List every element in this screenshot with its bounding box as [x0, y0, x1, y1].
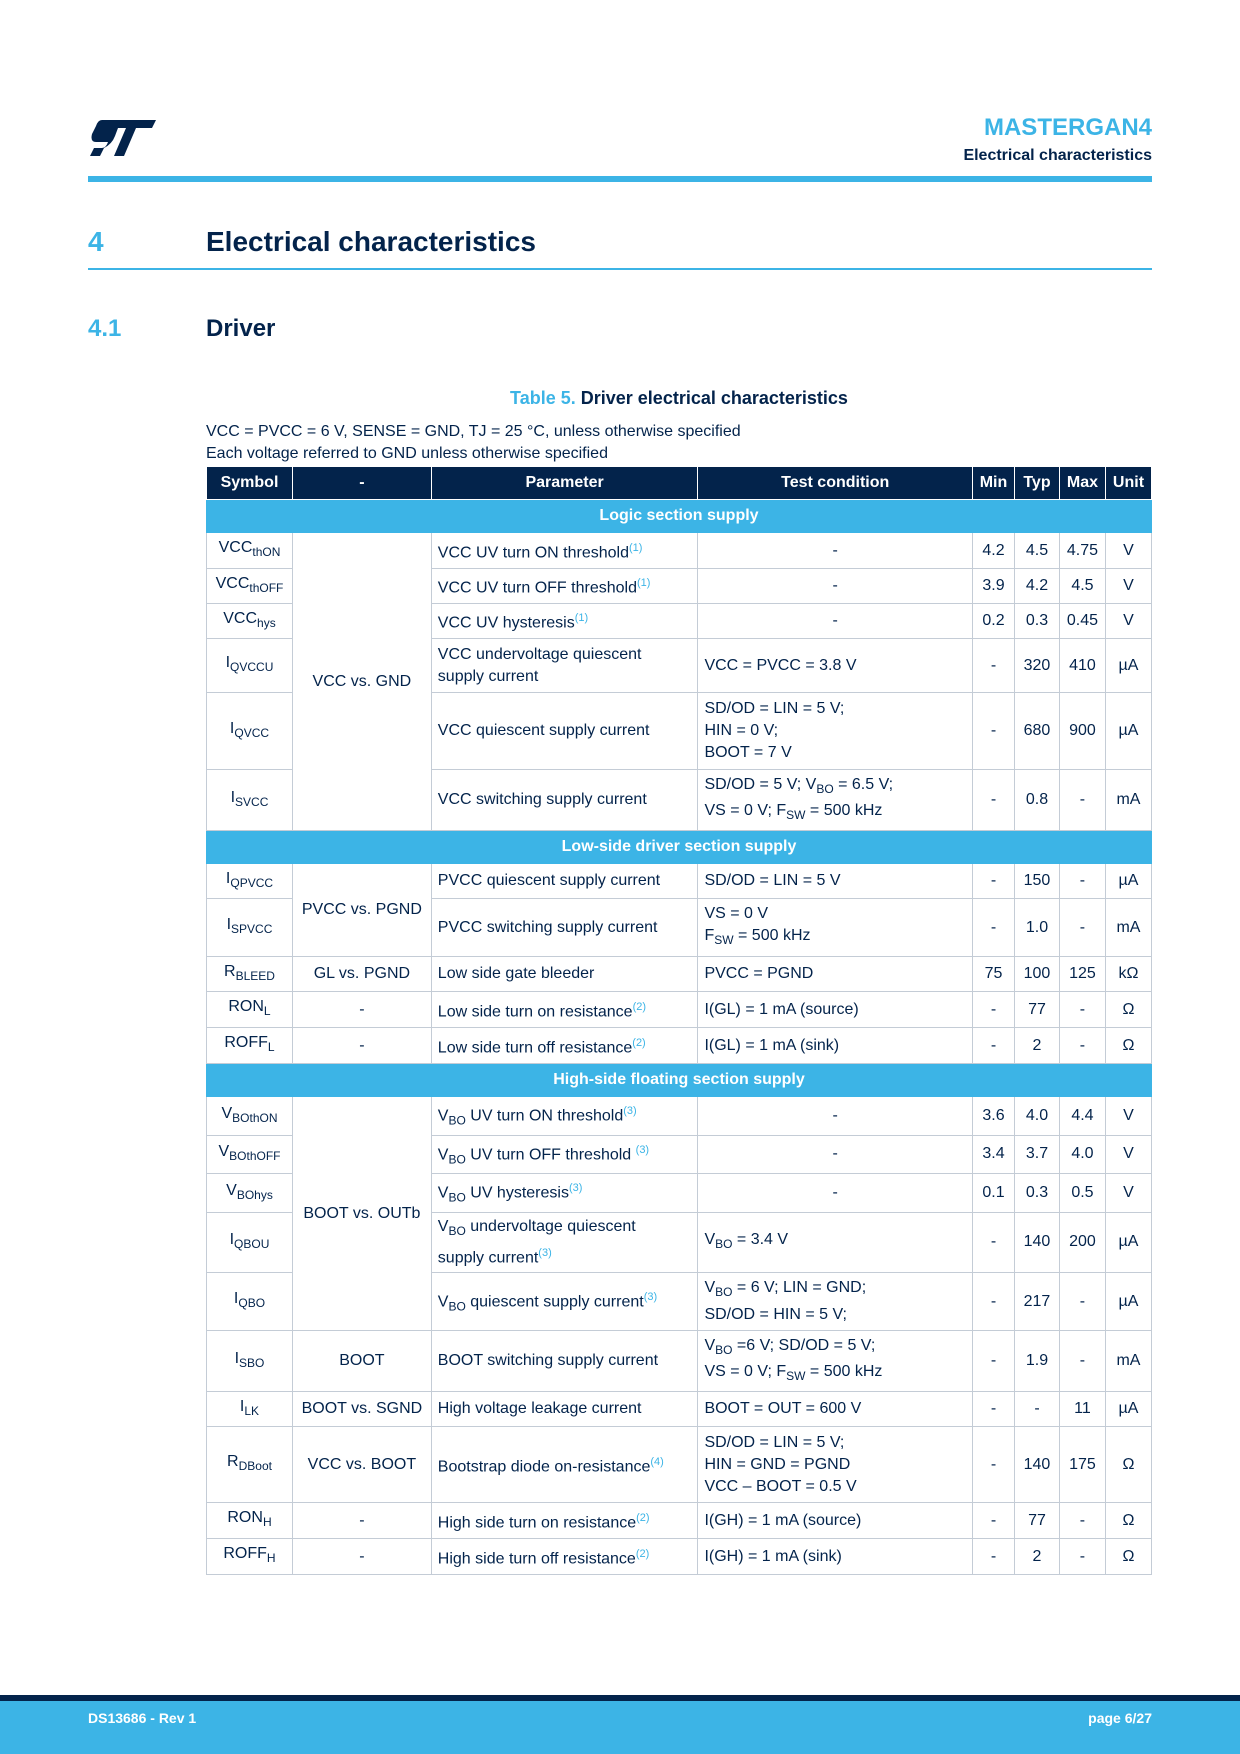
unit-cell: V: [1105, 1174, 1151, 1213]
col-max: Max: [1059, 467, 1105, 500]
parameter-cell: BOOT switching supply current: [431, 1331, 698, 1392]
col-parameter: Parameter: [431, 467, 698, 500]
symbol-cell: $R_{DBoot}$: [207, 1427, 293, 1503]
footnote-ref: (2): [636, 1511, 650, 1524]
symbol-cell: $V_{BOthON}$: [207, 1097, 293, 1136]
symbol-cell: $V_{BOthOFF}$: [207, 1135, 293, 1174]
parameter-cell: $V_{BO}$ UV turn OFF threshold $^{(3)}$: [431, 1135, 698, 1174]
symbol-cell: $I_{QBO}$: [207, 1273, 293, 1331]
table-row: [207, 1097, 1152, 1136]
table-caption-number: Table 5.: [510, 388, 576, 408]
unit-cell: Ω: [1105, 1028, 1151, 1064]
parameter-cell: High side turn off resistance$^{(2)}$: [431, 1539, 698, 1575]
min-cell: -: [973, 1273, 1015, 1331]
heading1-number: 4: [88, 226, 104, 257]
group-cell: -: [292, 1503, 431, 1539]
footnote-ref: (3): [538, 1246, 552, 1259]
parameter-cell: High voltage leakage current: [431, 1392, 698, 1427]
condition-cell: VS = 0 V $F_{SW} = 500$ kHz: [698, 899, 973, 957]
min-cell: -: [973, 693, 1015, 770]
condition-cell: SD/OD = LIN = 5 V: [698, 864, 973, 899]
min-cell: 4.2: [973, 533, 1015, 569]
symbol-cell: $I_{QPVCC}$: [207, 864, 293, 899]
max-cell: -: [1059, 992, 1105, 1028]
unit-cell: Ω: [1105, 1539, 1151, 1575]
min-cell: -: [973, 639, 1015, 693]
table-row: [207, 1539, 1152, 1575]
footer-bar: [0, 1701, 1240, 1754]
parameter-cell: VCC UV turn ON threshold$^{(1)}$: [431, 533, 698, 569]
group-cell: BOOT vs. SGND: [292, 1392, 431, 1427]
condition-cell: -: [698, 1174, 973, 1213]
min-cell: -: [973, 992, 1015, 1028]
typ-cell: 2: [1014, 1539, 1059, 1575]
table-header-row: [207, 467, 1152, 500]
group-cell: VCC vs. BOOT: [292, 1427, 431, 1503]
typ-cell: 217: [1014, 1273, 1059, 1331]
table-row: [207, 1028, 1152, 1064]
symbol-cell: $V_{BOhys}$: [207, 1174, 293, 1213]
table-row: [207, 957, 1152, 992]
footer-doc-id: DS13686 - Rev 1: [88, 1710, 197, 1726]
symbol-cell: $R_{BLEED}$: [207, 957, 293, 992]
group-cell: -: [292, 1028, 431, 1064]
parameter-cell: High side turn on resistance$^{(2)}$: [431, 1503, 698, 1539]
typ-cell: 0.8: [1014, 770, 1059, 831]
symbol-cell: $I_{QBOU}$: [207, 1212, 293, 1273]
condition-cell: -: [698, 1135, 973, 1174]
typ-cell: 0.3: [1014, 1174, 1059, 1213]
min-cell: -: [973, 1427, 1015, 1503]
min-cell: 3.4: [973, 1135, 1015, 1174]
max-cell: -: [1059, 1331, 1105, 1392]
condition-cell: $V_{BO} = 6$ V; LIN = GND; SD/OD = HIN = 5 V;: [698, 1273, 973, 1331]
min-cell: -: [973, 1539, 1015, 1575]
unit-cell: Ω: [1105, 992, 1151, 1028]
typ-cell: 140: [1014, 1212, 1059, 1273]
typ-cell: 100: [1014, 957, 1059, 992]
symbol-cell: $I_{QVCC}$: [207, 693, 293, 770]
parameter-cell: Low side gate bleeder: [431, 957, 698, 992]
st-logo-icon: [88, 118, 158, 158]
footnote-ref: (2): [632, 1036, 646, 1049]
min-cell: 0.2: [973, 604, 1015, 639]
typ-cell: 150: [1014, 864, 1059, 899]
section-row: [207, 1064, 1152, 1097]
typ-cell: 140: [1014, 1427, 1059, 1503]
max-cell: 0.5: [1059, 1174, 1105, 1213]
footnote-ref: (2): [635, 1547, 650, 1560]
group-cell: VCC vs. GND: [292, 533, 431, 831]
typ-cell: 3.7: [1014, 1135, 1059, 1174]
col-unit: Unit: [1105, 467, 1151, 500]
unit-cell: µA: [1105, 1212, 1151, 1273]
parameter-cell: VCC quiescent supply current: [431, 693, 698, 770]
max-cell: -: [1059, 770, 1105, 831]
typ-cell: 4.2: [1014, 569, 1059, 604]
typ-cell: 77: [1014, 1503, 1059, 1539]
unit-cell: µA: [1105, 1392, 1151, 1427]
parameter-cell: Low side turn off resistance$^{(2)}$: [431, 1028, 698, 1064]
parameter-cell: PVCC switching supply current: [431, 899, 698, 957]
unit-cell: µA: [1105, 639, 1151, 693]
table-row: [207, 1331, 1152, 1392]
condition-cell: BOOT = OUT = 600 V: [698, 1392, 973, 1427]
condition-cell: I(GL) = 1 mA (sink): [698, 1028, 973, 1064]
min-cell: 75: [973, 957, 1015, 992]
section-title: Low-side driver section supply: [207, 831, 1152, 864]
group-cell: PVCC vs. PGND: [292, 864, 431, 957]
symbol-cell: $I_{SBO}$: [207, 1331, 293, 1392]
max-cell: -: [1059, 1503, 1105, 1539]
parameter-cell: $V_{BO}$ quiescent supply current$^{(3)}$: [431, 1273, 698, 1331]
typ-cell: 77: [1014, 992, 1059, 1028]
parameter-cell: VCC UV turn OFF threshold$^{(1)}$: [431, 569, 698, 604]
unit-cell: µA: [1105, 1273, 1151, 1331]
parameter-cell: $V_{BO}$ UV turn ON threshold$^{(3)}$: [431, 1097, 698, 1136]
max-cell: -: [1059, 864, 1105, 899]
typ-cell: 320: [1014, 639, 1059, 693]
group-cell: -: [292, 1539, 431, 1575]
condition-cell: $V_{BO} =6$ V; SD/OD = 5 V; VS = 0 V; $F_{SW} = 500$ kHz: [698, 1331, 973, 1392]
unit-cell: µA: [1105, 864, 1151, 899]
driver-characteristics-table: [206, 466, 1152, 1575]
heading2-number: 4.1: [88, 315, 122, 342]
parameter-cell: Bootstrap diode on-resistance$^{(4)}$: [431, 1427, 698, 1503]
group-cell: BOOT: [292, 1331, 431, 1392]
table-caption: [206, 388, 1152, 409]
col-typ: Typ: [1014, 467, 1059, 500]
min-cell: -: [973, 1392, 1015, 1427]
symbol-cell: $I_{SVCC}$: [207, 770, 293, 831]
heading1-rule: [88, 268, 1152, 270]
min-cell: -: [973, 1212, 1015, 1273]
symbol-cell: $RON_H$: [207, 1503, 293, 1539]
min-cell: 0.1: [973, 1174, 1015, 1213]
max-cell: 125: [1059, 957, 1105, 992]
unit-cell: V: [1105, 604, 1151, 639]
max-cell: 11: [1059, 1392, 1105, 1427]
table-row: [207, 864, 1152, 899]
max-cell: 4.75: [1059, 533, 1105, 569]
typ-cell: 680: [1014, 693, 1059, 770]
parameter-cell: VCC switching supply current: [431, 770, 698, 831]
table-caption-title: Driver electrical characteristics: [580, 388, 848, 408]
heading2-title: Driver: [206, 315, 276, 342]
max-cell: 900: [1059, 693, 1105, 770]
parameter-cell: $V_{BO}$ UV hysteresis$^{(3)}$: [431, 1174, 698, 1213]
typ-cell: 4.5: [1014, 533, 1059, 569]
typ-cell: -: [1014, 1392, 1059, 1427]
table-condition-2: Each voltage referred to GND unless otherwise specified: [206, 445, 608, 462]
symbol-cell: $ROFF_H$: [207, 1539, 293, 1575]
heading1-title: Electrical characteristics: [206, 226, 536, 257]
unit-cell: µA: [1105, 693, 1151, 770]
condition-cell: PVCC = PGND: [698, 957, 973, 992]
footnote-ref: (3): [568, 1182, 583, 1195]
unit-cell: mA: [1105, 899, 1151, 957]
col-min: Min: [973, 467, 1015, 500]
table-row: [207, 533, 1152, 569]
header-product: MASTERGAN4: [983, 114, 1152, 141]
max-cell: 0.45: [1059, 604, 1105, 639]
symbol-cell: $VCC_{thOFF}$: [207, 569, 293, 604]
condition-cell: SD/OD = LIN = 5 V; HIN = 0 V; BOOT = 7 V: [698, 693, 973, 770]
typ-cell: 4.0: [1014, 1097, 1059, 1136]
symbol-cell: $VCC_{thON}$: [207, 533, 293, 569]
min-cell: -: [973, 864, 1015, 899]
unit-cell: V: [1105, 569, 1151, 604]
unit-cell: mA: [1105, 1331, 1151, 1392]
max-cell: 410: [1059, 639, 1105, 693]
parameter-cell: $V_{BO}$ undervoltage quiescent supply current$^{(3)}$: [431, 1212, 698, 1273]
min-cell: 3.6: [973, 1097, 1015, 1136]
min-cell: -: [973, 1503, 1015, 1539]
footnote-ref: (3): [635, 1143, 650, 1156]
condition-cell: SD/OD = 5 V; $V_{BO} = 6.5$ V; VS = 0 V; $F_{SW} = 500$ kHz: [698, 770, 973, 831]
max-cell: 175: [1059, 1427, 1105, 1503]
section-row: [207, 831, 1152, 864]
min-cell: 3.9: [973, 569, 1015, 604]
footnote-ref: (1): [574, 612, 589, 625]
col-test-condition: Test condition: [698, 467, 973, 500]
max-cell: -: [1059, 1273, 1105, 1331]
group-cell: -: [292, 992, 431, 1028]
min-cell: -: [973, 1331, 1015, 1392]
unit-cell: V: [1105, 1097, 1151, 1136]
parameter-cell: PVCC quiescent supply current: [431, 864, 698, 899]
typ-cell: 1.0: [1014, 899, 1059, 957]
section-title: High-side floating section supply: [207, 1064, 1152, 1097]
table-row: [207, 992, 1152, 1028]
unit-cell: V: [1105, 1135, 1151, 1174]
max-cell: 4.4: [1059, 1097, 1105, 1136]
group-cell: GL vs. PGND: [292, 957, 431, 992]
footnote-ref: (1): [628, 541, 643, 554]
symbol-cell: $ROFF_L$: [207, 1028, 293, 1064]
condition-cell: -: [698, 1097, 973, 1136]
unit-cell: Ω: [1105, 1427, 1151, 1503]
symbol-cell: $I_{QVCCU}$: [207, 639, 293, 693]
footnote-ref: (3): [623, 1105, 637, 1117]
max-cell: -: [1059, 1539, 1105, 1575]
header-rule: [88, 176, 1152, 182]
condition-cell: $V_{BO} = 3.4$ V: [698, 1212, 973, 1273]
unit-cell: mA: [1105, 770, 1151, 831]
max-cell: 4.0: [1059, 1135, 1105, 1174]
table-row: [207, 1392, 1152, 1427]
max-cell: 200: [1059, 1212, 1105, 1273]
group-cell: BOOT vs. OUTb: [292, 1097, 431, 1331]
footnote-ref: (4): [650, 1455, 664, 1468]
col-group: -: [292, 467, 431, 500]
max-cell: -: [1059, 1028, 1105, 1064]
section-title: Logic section supply: [207, 500, 1152, 533]
min-cell: -: [973, 770, 1015, 831]
min-cell: -: [973, 899, 1015, 957]
table-condition-1: VCC = PVCC = 6 V, SENSE = GND, TJ = 25 °C, unless otherwise specified: [206, 423, 741, 440]
condition-cell: VCC = PVCC = 3.8 V: [698, 639, 973, 693]
unit-cell: V: [1105, 533, 1151, 569]
condition-cell: -: [698, 569, 973, 604]
footer-page-number: page 6/27: [1088, 1710, 1152, 1726]
unit-cell: Ω: [1105, 1503, 1151, 1539]
table-row: [207, 1503, 1152, 1539]
parameter-cell: VCC UV hysteresis$^{(1)}$: [431, 604, 698, 639]
parameter-cell: VCC undervoltage quiescent supply current: [431, 639, 698, 693]
unit-cell: kΩ: [1105, 957, 1151, 992]
condition-cell: -: [698, 604, 973, 639]
condition-cell: I(GL) = 1 mA (source): [698, 992, 973, 1028]
max-cell: 4.5: [1059, 569, 1105, 604]
col-symbol: Symbol: [207, 467, 293, 500]
typ-cell: 0.3: [1014, 604, 1059, 639]
parameter-cell: Low side turn on resistance$^{(2)}$: [431, 992, 698, 1028]
header-section: Electrical characteristics: [963, 147, 1152, 164]
typ-cell: 2: [1014, 1028, 1059, 1064]
symbol-cell: $I_{LK}$: [207, 1392, 293, 1427]
symbol-cell: $RON_L$: [207, 992, 293, 1028]
max-cell: -: [1059, 899, 1105, 957]
section-row: [207, 500, 1152, 533]
symbol-cell: $VCC_{hys}$: [207, 604, 293, 639]
condition-cell: SD/OD = LIN = 5 V; HIN = GND = PGND VCC – BOOT = 0.5 V: [698, 1427, 973, 1503]
typ-cell: 1.9: [1014, 1331, 1059, 1392]
footnote-ref: (2): [632, 1000, 647, 1013]
min-cell: -: [973, 1028, 1015, 1064]
footnote-ref: (1): [636, 577, 651, 590]
condition-cell: -: [698, 533, 973, 569]
symbol-cell: $I_{SPVCC}$: [207, 899, 293, 957]
condition-cell: I(GH) = 1 mA (source): [698, 1503, 973, 1539]
condition-cell: I(GH) = 1 mA (sink): [698, 1539, 973, 1575]
footnote-ref: (3): [643, 1290, 658, 1303]
table-row: [207, 1427, 1152, 1503]
